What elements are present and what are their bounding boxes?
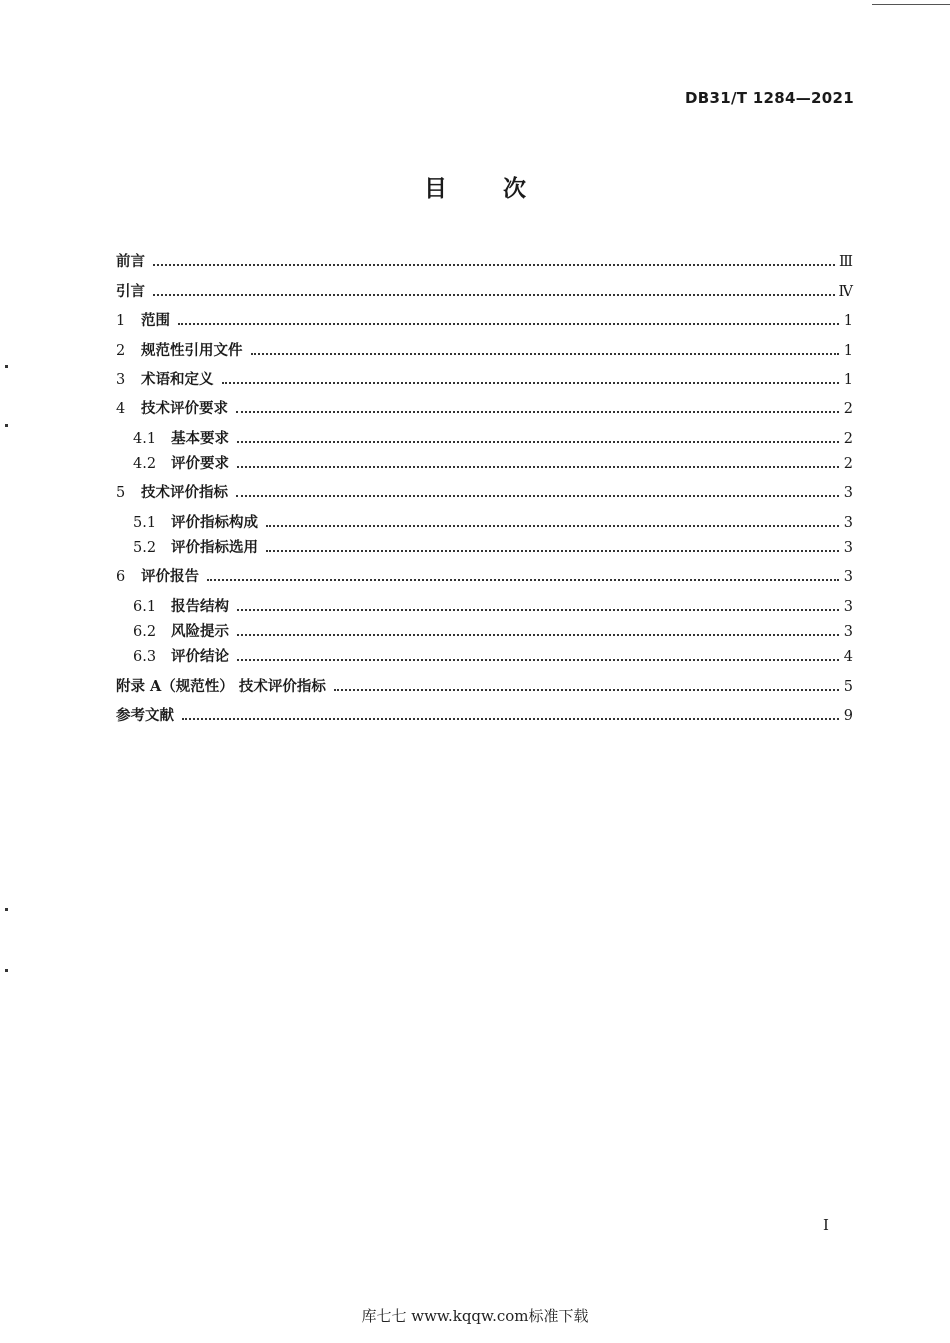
toc-title: 目 次 [423,176,526,202]
toc-entry-title: 规范性引用文件 [141,342,243,359]
toc-entry-page: 3 [843,599,853,615]
dot-leader [207,575,839,581]
toc-entry-page: 3 [843,485,853,501]
dot-leader [178,319,839,325]
margin-mark [5,969,8,972]
toc-entry-number: 5.2 [133,540,157,556]
toc-entry-number: 4.1 [133,431,157,447]
toc-entry-title: 报告结构 [171,598,229,615]
toc-entry-page: 2 [843,401,853,417]
toc-entry-title: 参考文献 [116,707,174,724]
toc-entry-number: 5.1 [133,515,157,531]
page-number: I [823,1216,829,1234]
toc-entry-page: 1 [843,343,853,359]
toc-entry[interactable] [116,427,853,449]
toc-entry-page: Ⅳ [838,284,853,300]
toc-entry-number: 4 [116,401,126,417]
toc-entry[interactable] [116,675,853,697]
toc-entry-title: 风险提示 [171,623,229,640]
toc-entry-page: 4 [843,649,853,665]
toc-entry-number: 6.3 [133,649,157,665]
dot-leader [182,714,839,720]
document-code: DB31/T 1284—2021 [685,89,854,107]
toc-entry[interactable] [116,565,853,587]
toc-entry-title: 评价指标选用 [171,539,258,556]
toc-entry[interactable] [116,536,853,558]
toc-entry-number: 2 [116,343,126,359]
toc-entry-number: 3 [116,372,126,388]
dot-leader [153,260,835,266]
toc-entry[interactable] [116,511,853,533]
toc-entry-page: 2 [843,456,853,472]
toc-entry-page: Ⅲ [839,254,853,270]
toc-entry[interactable] [116,645,853,667]
toc-entry-title: 评价报告 [141,568,199,585]
top-rule [872,4,950,5]
toc-entry-page: 2 [843,431,853,447]
dot-leader [222,378,840,384]
dot-leader [236,407,839,413]
toc-entry-title: 附录 A（规范性） 技术评价指标 [116,678,326,695]
toc-entry-title: 前言 [116,253,145,270]
toc-entry-page: 5 [843,679,853,695]
toc-entry[interactable] [116,368,853,390]
dot-leader [251,349,840,355]
toc-entry-number: 1 [116,313,126,329]
toc-entry-title: 基本要求 [171,430,229,447]
toc-entry[interactable] [116,309,853,331]
toc-entry-title: 范围 [141,312,170,329]
toc-entry[interactable] [116,481,853,503]
margin-mark [5,365,8,368]
toc-entry[interactable] [116,704,853,726]
dot-leader [153,290,835,296]
toc-entry-title: 评价指标构成 [171,514,258,531]
toc-entry-title: 术语和定义 [141,371,214,388]
toc-entry[interactable] [116,620,853,642]
toc-entry-title: 引言 [116,283,145,300]
toc-entry-page: 1 [843,313,853,329]
toc-entry-title: 评价结论 [171,648,229,665]
toc-entry-number: 5 [116,485,126,501]
toc-entry[interactable] [116,250,853,272]
dot-leader [266,521,839,527]
dot-leader [334,685,839,691]
toc-entry[interactable] [116,280,853,302]
dot-leader [237,462,839,468]
margin-mark [5,908,8,911]
margin-mark [5,424,8,427]
toc-entry[interactable] [116,339,853,361]
dot-leader [236,491,839,497]
toc-entry-title: 技术评价要求 [141,400,228,417]
toc-entry-page: 1 [843,372,853,388]
dot-leader [237,655,839,661]
toc-entry-number: 4.2 [133,456,157,472]
toc-entry-title: 技术评价指标 [141,484,228,501]
dot-leader [266,546,839,552]
dot-leader [237,605,839,611]
toc-entry-page: 3 [843,624,853,640]
toc-entry-number: 6.1 [133,599,157,615]
toc-entry[interactable] [116,452,853,474]
toc-entry[interactable] [116,397,853,419]
toc-entry[interactable] [116,595,853,617]
toc-entry-page: 3 [843,540,853,556]
toc-entry-title: 评价要求 [171,455,229,472]
toc-entry-page: 3 [843,515,853,531]
watermark-text: 库七七 www.kqqw.com标准下载 [361,1307,589,1325]
toc-entry-page: 3 [843,569,853,585]
toc-entry-number: 6 [116,569,126,585]
dot-leader [237,630,839,636]
toc-entry-number: 6.2 [133,624,157,640]
dot-leader [237,437,839,443]
toc-entry-page: 9 [843,708,853,724]
